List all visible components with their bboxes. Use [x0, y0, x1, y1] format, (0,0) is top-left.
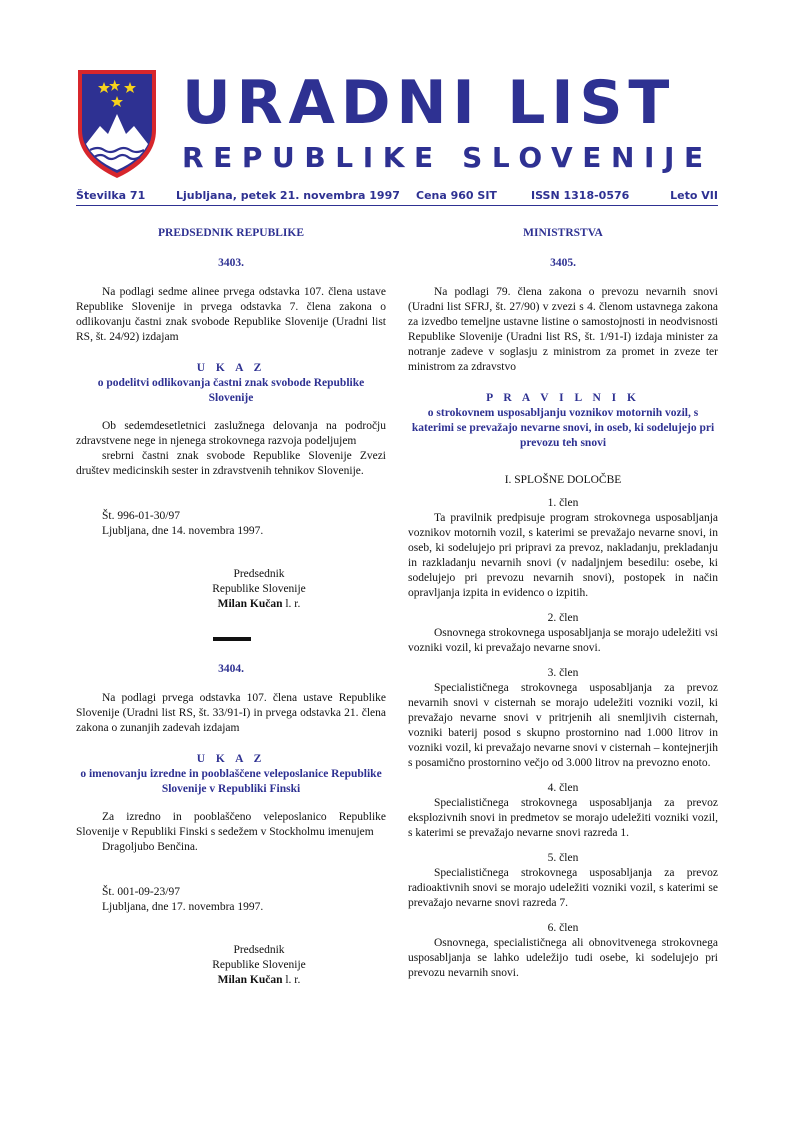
article-title: 6. člen — [547, 922, 579, 934]
article — [408, 851, 718, 911]
section-heading: MINISTRSTVA — [523, 227, 603, 239]
act-body: srebrni častni znak svobode Republike Slovenije Zvezi društev medicinskih sester in zdravstvenih tehnikov Slovenije. — [76, 450, 386, 477]
article-text: Ta pravilnik predpisuje program strokovnega usposabljanja voznikov motornih vozil, s katerimi se prevažajo nevarne snovi, in oseb, ki sodelujejo pri pripravi za prevoz, nakladanju, prekladanju in razkladanju nevarnih snovi (v nadaljnjem besedilu: osebe, ki sodelujejo pri prevozu nevarnih snovi), postopek in način opravljanja izpita in evidenco o izpitih. — [408, 512, 718, 599]
act-intro: Na podlagi 79. člena zakona o prevozu nevarnih snovi (Uradni list SFRJ, št. 27/90) v zvezi s 4. členom ustavnega zakona za izvedbo temeljne ustavne listine o samostojnosti in neodvisnosti Republike Slovenije (Uradni list RS, št. 1/91-I) izdaja minister za notranje zadeve v soglasju z ministrom za promet in zveze ter ministrom za zdravstvo — [408, 286, 718, 373]
act-number: 3405. — [550, 257, 576, 269]
signature-name: Milan Kučan — [217, 598, 283, 610]
act-date: Ljubljana, dne 14. novembra 1997. — [102, 525, 264, 537]
article — [408, 781, 718, 841]
signature-line — [76, 597, 386, 612]
signature-org: Republike Slovenije — [212, 583, 306, 595]
regulation-title: P R A V I L N I K — [486, 392, 640, 404]
act-number: 3404. — [218, 663, 244, 675]
publication-title: URADNI LIST — [182, 68, 676, 138]
regulation-subtitle: o strokovnem usposabljanju voznikov motornih vozil, s katerimi se prevažajo nevarne snovi, in oseb, ki sodelujejo pri prevozu teh snovi — [411, 407, 715, 449]
article-title: 2. člen — [547, 612, 579, 624]
signature-org: Republike Slovenije — [212, 959, 306, 971]
act-reference: Št. 001-09-23/97 — [102, 886, 180, 898]
decree-title: U K A Z — [196, 753, 266, 765]
article-list — [408, 496, 718, 981]
act-body: Dragoljubo Benčina. — [102, 841, 198, 853]
section-heading: PREDSEDNIK REPUBLIKE — [157, 227, 304, 239]
article-text: Specialističnega strokovnega usposabljanja za prevoz nevarnih snovi v cisternah se morajo udeležiti vozniki vozil, ki prevažajo nevarne snovi v pritrjenih ali snemljivih cisternah, vozniki baterij posod s skupno prostornino nad 1.000 litrov in vozniki vozil, ki prevažajo nevarne snovi v cisternah – kontejnerjih s posamično prostornino večjo od 3.000 litrov na prevozno enoto. — [408, 682, 718, 769]
decree-subtitle: o podelitvi odlikovanja častni znak svobode Republike Slovenije — [97, 377, 365, 404]
article-text: Osnovnega strokovnega usposabljanja se morajo udeležiti vsi vozniki vozil, ki prevažajo nevarne snovi. — [408, 627, 718, 654]
article — [408, 496, 718, 601]
act-date: Ljubljana, dne 17. novembra 1997. — [102, 901, 264, 913]
masthead-bar — [76, 185, 718, 206]
act-body: Ob sedemdesetletnici zaslužnega delovanja na področju zdravstvene nege in njenega strokovnega razvoja podeljujem — [76, 420, 386, 447]
decree-title: U K A Z — [196, 362, 266, 374]
right-column — [408, 226, 718, 981]
left-column — [76, 226, 386, 988]
article-text: Osnovnega, specialističnega ali obnovitvenega strokovnega usposabljanja se lahko udeležijo tudi osebe, ki sodelujejo pri prevozu nevarnih snovi. — [408, 937, 718, 979]
publication-subtitle: REPUBLIKE SLOVENIJE — [182, 141, 713, 174]
act-reference: Št. 996-01-30/97 — [102, 510, 180, 522]
issue-year: Leto VII — [670, 189, 718, 202]
act-intro: Na podlagi sedme alinee prvega odstavka 107. člena ustave Republike Slovenije in prvega odstavka 7. člena zakona o odlikovanju častni znak svobode Republike Slovenije (Uradni list RS, št. 24/92) izdajam — [76, 286, 386, 343]
issue-issn: ISSN 1318-0576 — [531, 189, 630, 202]
chapter-heading: I. SPLOŠNE DOLOČBE — [504, 474, 622, 486]
signature-line — [76, 973, 386, 988]
signature-title: Predsednik — [233, 944, 285, 956]
article — [408, 666, 718, 771]
act-body: Za izredno in pooblaščeno veleposlanico Republike Slovenije v Republiki Finski s sedežem v Stockholmu imenujem — [76, 811, 386, 838]
issue-place-date: Ljubljana, petek 21. novembra 1997 — [176, 189, 400, 202]
signature-title: Predsednik — [233, 568, 285, 580]
article — [408, 921, 718, 981]
article-title: 4. člen — [547, 782, 579, 794]
article-text: Specialističnega strokovnega usposabljanja za prevoz eksplozivnih snovi in predmetov se morajo udeležiti vozniki vozil, s katerimi se prevažajo nevarne snovi razreda 1. — [408, 797, 718, 839]
signature-suffix: l. r. — [282, 974, 301, 986]
coat-of-arms-logo — [74, 68, 160, 180]
article-title: 5. člen — [547, 852, 579, 864]
article-title: 1. člen — [547, 497, 579, 509]
issue-price: Cena 960 SIT — [416, 189, 497, 202]
signature-suffix: l. r. — [282, 598, 301, 610]
article-text: Specialističnega strokovnega usposabljanja za prevoz radioaktivnih snovi se morajo udeležiti vozniki vozil, s katerimi se prevažajo nevarne snovi razreda 7. — [408, 867, 718, 909]
article-title: 3. člen — [547, 667, 579, 679]
article — [408, 611, 718, 656]
signature-name: Milan Kučan — [217, 974, 283, 986]
act-number: 3403. — [218, 257, 244, 269]
decree-subtitle: o imenovanju izredne in pooblaščene veleposlanice Republike Slovenije v Republiki Finski — [80, 768, 382, 795]
act-intro: Na podlagi prvega odstavka 107. člena ustave Republike Slovenije (Uradni list RS, št. 33/91-I) in prvega odstavka 21. člena zakona o zunanjih zadevah izdajam — [76, 692, 386, 734]
issue-number: Številka 71 — [76, 189, 146, 202]
